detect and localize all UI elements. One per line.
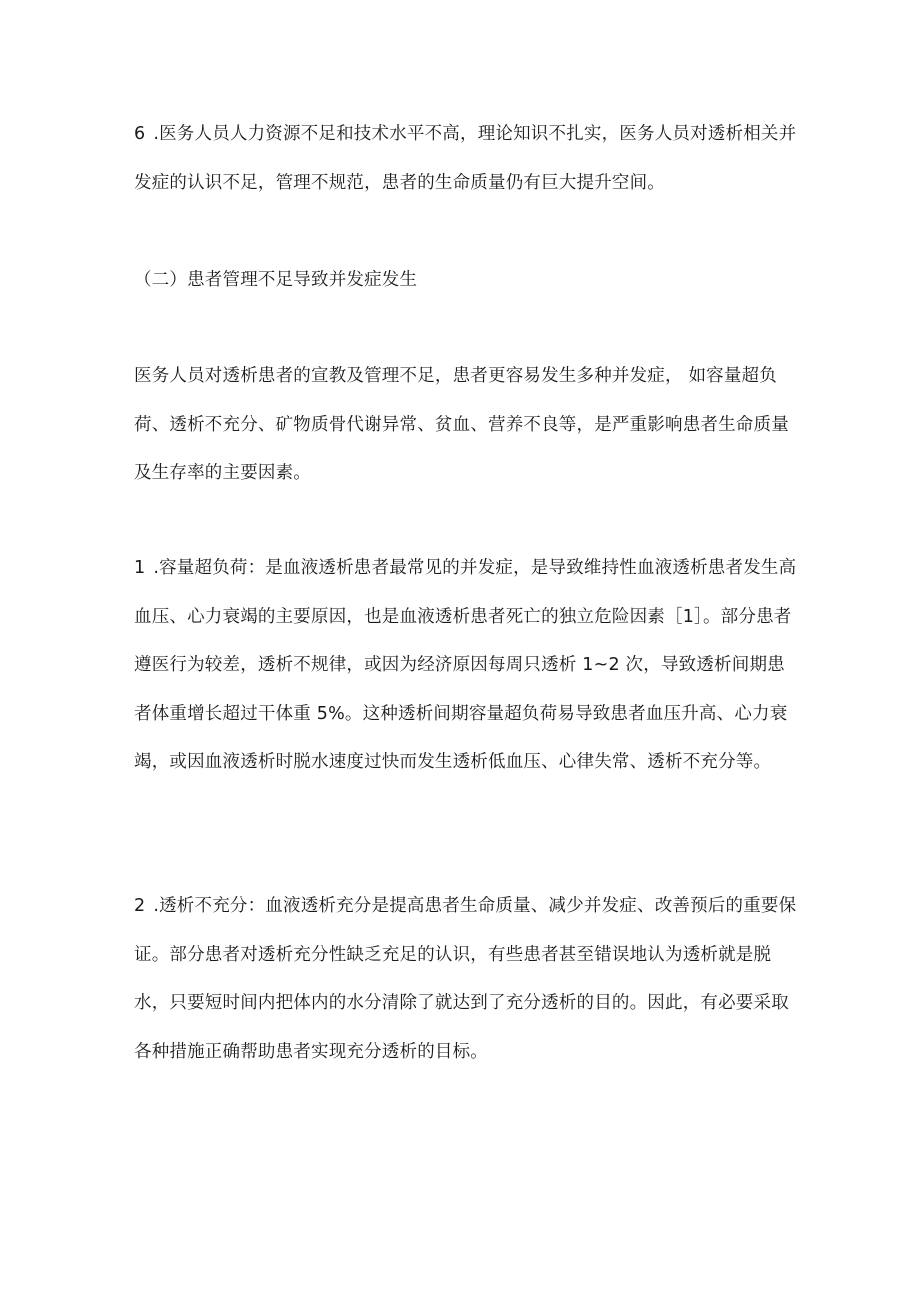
paragraph-item-1 [134, 544, 798, 787]
paragraph-text: .医务人员人力资源不足和技术水平不高，理论知识不扎实，医务人员对透析相关并发症的认识不足，管理不规范，患者的生命质量仍有巨大提升空间。 [134, 124, 797, 193]
paragraph-text: 医务人员对透析患者的宣教及管理不足，患者更容易发生多种并发症， 如容量超负荷、透析不充分、矿物质骨代谢异常、贫血、营养不良等，是严重影响患者生命质量及生存率的主要因素。 [134, 366, 789, 483]
item-number: 6 [134, 124, 146, 144]
section-heading-text: （二）患者管理不足导致并发症发生 [134, 270, 418, 290]
item-number: 1 [134, 558, 146, 578]
section-heading [134, 256, 798, 305]
paragraph-intro [134, 352, 798, 498]
item-number: 2 [134, 896, 146, 916]
paragraph-text: .容量超负荷：是血液透析患者最常见的并发症，是导致维持性血液透析患者发生高血压、心力衰竭的主要原因，也是血液透析患者死亡的独立危险因素［1］。部分患者遵医行为较差，透析不规律，或因为经济原因每周只透析 1~2 次，导致透析间期患者体重增长超过干体重 5%。这种透析间期容量超负荷易导致患者血压升高、心力衰竭，或因血液透析时脱水速度过快而发生透析低血压、心律失常、透析不充分等。 [134, 558, 797, 772]
paragraph-item-2 [134, 882, 798, 1076]
paragraph-text: .透析不充分：血液透析充分是提高患者生命质量、减少并发症、改善预后的重要保证。部分患者对透析充分性缺乏充足的认识，有些患者甚至错误地认为透析就是脱水，只要短时间内把体内的水分清除了就达到了充分透析的目的。因此，有必要采取各种措施正确帮助患者实现充分透析的目标。 [134, 896, 797, 1062]
paragraph-item-6 [134, 110, 798, 207]
